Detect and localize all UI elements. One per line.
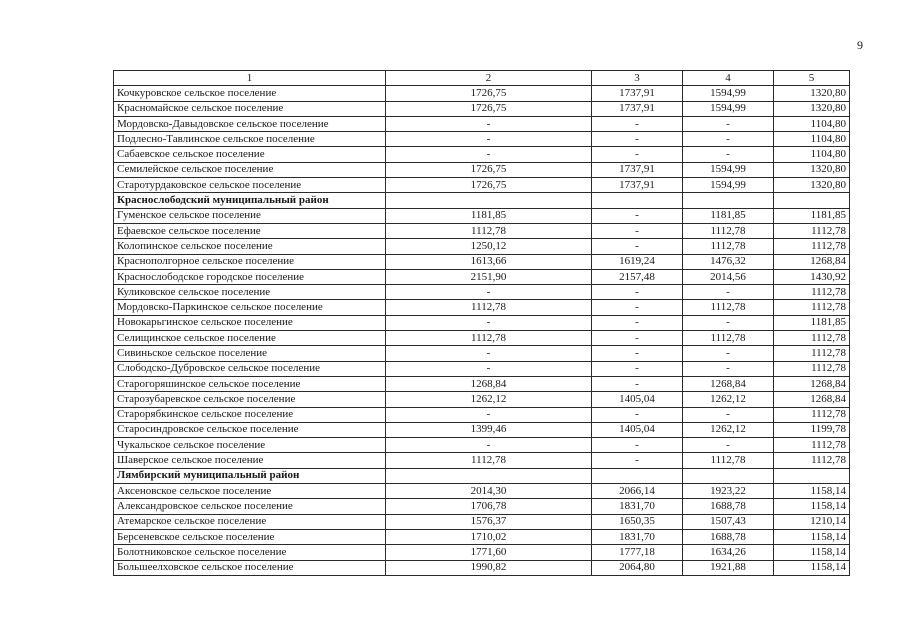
value-cell: 1268,84 (774, 254, 850, 269)
column-header: 3 (592, 71, 683, 86)
value-cell: 1112,78 (386, 223, 592, 238)
column-header: 4 (683, 71, 774, 86)
value-cell: 1990,82 (386, 560, 592, 575)
value-cell: - (683, 438, 774, 453)
value-cell: 1320,80 (774, 101, 850, 116)
value-cell: 1921,88 (683, 560, 774, 575)
table-row (114, 162, 850, 177)
table-row (114, 101, 850, 116)
table-row (114, 346, 850, 361)
value-cell: 1777,18 (592, 545, 683, 560)
value-cell: 1112,78 (774, 239, 850, 254)
value-cell: 1507,43 (683, 514, 774, 529)
district-name: Краснослободский муниципальный район (114, 193, 386, 208)
settlement-name: Мордовско-Давыдовское сельское поселение (114, 116, 386, 131)
value-cell (683, 468, 774, 483)
column-header: 5 (774, 71, 850, 86)
value-cell: - (592, 285, 683, 300)
value-cell: - (386, 315, 592, 330)
value-cell: 1268,84 (774, 392, 850, 407)
value-cell: - (683, 346, 774, 361)
settlement-name: Семилейское сельское поселение (114, 162, 386, 177)
value-cell: 1594,99 (683, 101, 774, 116)
value-cell: 2066,14 (592, 484, 683, 499)
settlement-name: Куликовское сельское поселение (114, 285, 386, 300)
value-cell: 1112,78 (683, 300, 774, 315)
table-row (114, 86, 850, 101)
value-cell: - (592, 116, 683, 131)
value-cell: 1112,78 (683, 223, 774, 238)
value-cell: - (592, 361, 683, 376)
table-row (114, 285, 850, 300)
value-cell: - (386, 407, 592, 422)
value-cell: - (592, 223, 683, 238)
value-cell: 1112,78 (774, 285, 850, 300)
value-cell: 2157,48 (592, 269, 683, 284)
value-cell: 1613,66 (386, 254, 592, 269)
table-row (114, 484, 850, 499)
settlement-name: Аксеновское сельское поселение (114, 484, 386, 499)
value-cell: - (386, 285, 592, 300)
value-cell: - (592, 331, 683, 346)
value-cell (683, 193, 774, 208)
value-cell: - (592, 300, 683, 315)
value-cell: 1112,78 (386, 331, 592, 346)
settlement-name: Колопинское сельское поселение (114, 239, 386, 254)
value-cell: 1688,78 (683, 529, 774, 544)
value-cell: 1199,78 (774, 422, 850, 437)
value-cell: 1112,78 (386, 300, 592, 315)
value-cell: 1158,14 (774, 545, 850, 560)
value-cell: 1181,85 (683, 208, 774, 223)
value-cell: 1737,91 (592, 86, 683, 101)
table-row (114, 514, 850, 529)
settlement-name: Сивиньское сельское поселение (114, 346, 386, 361)
value-cell: - (683, 315, 774, 330)
page-number: 9 (857, 38, 863, 52)
value-cell: 1104,80 (774, 116, 850, 131)
settlement-name: Старозубаревское сельское поселение (114, 392, 386, 407)
value-cell: - (386, 438, 592, 453)
table-row (114, 453, 850, 468)
settlement-name: Ефаевское сельское поселение (114, 223, 386, 238)
value-cell: - (386, 116, 592, 131)
value-cell (386, 468, 592, 483)
table-row (114, 376, 850, 391)
value-cell: 1320,80 (774, 178, 850, 193)
value-cell: 1688,78 (683, 499, 774, 514)
table-row (114, 407, 850, 422)
value-cell: 1112,78 (683, 239, 774, 254)
section-header-row (114, 193, 850, 208)
settlement-name: Атемарское сельское поселение (114, 514, 386, 529)
settlement-name: Кочкуровское сельское поселение (114, 86, 386, 101)
settlement-name: Сабаевское сельское поселение (114, 147, 386, 162)
table-row (114, 361, 850, 376)
value-cell: 2064,80 (592, 560, 683, 575)
value-cell: 1262,12 (683, 392, 774, 407)
value-cell: - (592, 453, 683, 468)
table-header-row (114, 71, 850, 86)
value-cell: 1476,32 (683, 254, 774, 269)
value-cell: 1104,80 (774, 132, 850, 147)
value-cell: 1181,85 (774, 315, 850, 330)
value-cell: 1262,12 (386, 392, 592, 407)
value-cell: - (592, 147, 683, 162)
table-row (114, 208, 850, 223)
table-row (114, 223, 850, 238)
value-cell: 1726,75 (386, 162, 592, 177)
settlement-name: Берсеневское сельское поселение (114, 529, 386, 544)
settlement-name: Болотниковское сельское поселение (114, 545, 386, 560)
value-cell: 1831,70 (592, 499, 683, 514)
section-header-row (114, 468, 850, 483)
value-cell: 1737,91 (592, 101, 683, 116)
value-cell: - (592, 208, 683, 223)
table-row (114, 116, 850, 131)
value-cell (592, 193, 683, 208)
value-cell: 1181,85 (386, 208, 592, 223)
settlement-name: Гуменское сельское поселение (114, 208, 386, 223)
value-cell: 1262,12 (683, 422, 774, 437)
value-cell: - (386, 147, 592, 162)
value-cell: - (592, 438, 683, 453)
settlement-name: Подлесно-Тавлинское сельское поселение (114, 132, 386, 147)
value-cell: 1706,78 (386, 499, 592, 514)
value-cell: 1405,04 (592, 422, 683, 437)
value-cell (386, 193, 592, 208)
value-cell: 1112,78 (774, 346, 850, 361)
settlement-name: Старогоряшинское сельское поселение (114, 376, 386, 391)
settlement-name: Селищинское сельское поселение (114, 331, 386, 346)
value-cell: 1181,85 (774, 208, 850, 223)
value-cell: 1710,02 (386, 529, 592, 544)
value-cell: - (683, 361, 774, 376)
value-cell: - (683, 147, 774, 162)
value-cell: 1112,78 (683, 453, 774, 468)
settlement-name: Краснослободское городское поселение (114, 269, 386, 284)
table-row (114, 438, 850, 453)
value-cell: 1210,14 (774, 514, 850, 529)
table-row (114, 422, 850, 437)
value-cell: 2014,56 (683, 269, 774, 284)
value-cell: - (386, 361, 592, 376)
value-cell: 1576,37 (386, 514, 592, 529)
settlement-name: Новокарьгинское сельское поселение (114, 315, 386, 330)
value-cell: 1112,78 (386, 453, 592, 468)
table-row (114, 239, 850, 254)
value-cell: 1112,78 (774, 223, 850, 238)
table-row (114, 499, 850, 514)
settlement-name: Большеелховское сельское поселение (114, 560, 386, 575)
tariff-table (113, 70, 850, 576)
value-cell: 1594,99 (683, 178, 774, 193)
table-row (114, 300, 850, 315)
settlement-name: Шаверское сельское поселение (114, 453, 386, 468)
table-row (114, 315, 850, 330)
value-cell (774, 468, 850, 483)
value-cell: 1923,22 (683, 484, 774, 499)
value-cell: 1158,14 (774, 560, 850, 575)
value-cell (592, 468, 683, 483)
table-row (114, 529, 850, 544)
settlement-name: Александровское сельское поселение (114, 499, 386, 514)
settlement-name: Слободско-Дубровское сельское поселение (114, 361, 386, 376)
value-cell: 1112,78 (683, 331, 774, 346)
value-cell: - (683, 132, 774, 147)
value-cell: 1430,92 (774, 269, 850, 284)
value-cell: 1737,91 (592, 162, 683, 177)
table-row (114, 178, 850, 193)
value-cell: 1399,46 (386, 422, 592, 437)
table-body (114, 71, 850, 576)
value-cell: 1594,99 (683, 162, 774, 177)
value-cell: 1268,84 (386, 376, 592, 391)
table-row (114, 331, 850, 346)
column-header: 2 (386, 71, 592, 86)
value-cell: - (683, 407, 774, 422)
settlement-name: Старосиндровское сельское поселение (114, 422, 386, 437)
value-cell: 1737,91 (592, 178, 683, 193)
value-cell: 1320,80 (774, 86, 850, 101)
value-cell: - (592, 239, 683, 254)
value-cell: 1104,80 (774, 147, 850, 162)
value-cell: 1726,75 (386, 178, 592, 193)
table-row (114, 147, 850, 162)
value-cell: - (592, 346, 683, 361)
table-row (114, 392, 850, 407)
value-cell: 1268,84 (774, 376, 850, 391)
value-cell (774, 193, 850, 208)
value-cell: 1771,60 (386, 545, 592, 560)
value-cell: 2014,30 (386, 484, 592, 499)
table-row (114, 560, 850, 575)
value-cell: - (592, 315, 683, 330)
settlement-name: Чукальское сельское поселение (114, 438, 386, 453)
district-name: Лямбирский муниципальный район (114, 468, 386, 483)
value-cell: 1405,04 (592, 392, 683, 407)
value-cell: - (386, 132, 592, 147)
value-cell: 1250,12 (386, 239, 592, 254)
value-cell: - (683, 116, 774, 131)
settlement-name: Мордовско-Паркинское сельское поселение (114, 300, 386, 315)
value-cell: 1158,14 (774, 529, 850, 544)
value-cell: 1158,14 (774, 499, 850, 514)
settlement-name: Краснополгорное сельское поселение (114, 254, 386, 269)
column-header: 1 (114, 71, 386, 86)
value-cell: 1112,78 (774, 407, 850, 422)
value-cell: - (683, 285, 774, 300)
value-cell: 1650,35 (592, 514, 683, 529)
value-cell: - (592, 376, 683, 391)
settlement-name: Старорябкинское сельское поселение (114, 407, 386, 422)
value-cell: 1726,75 (386, 101, 592, 116)
settlement-name: Старотурдаковское сельское поселение (114, 178, 386, 193)
value-cell: 1594,99 (683, 86, 774, 101)
value-cell: - (386, 346, 592, 361)
value-cell: 1112,78 (774, 361, 850, 376)
value-cell: 1268,84 (683, 376, 774, 391)
value-cell: - (592, 407, 683, 422)
value-cell: 1112,78 (774, 300, 850, 315)
value-cell: 1158,14 (774, 484, 850, 499)
table-row (114, 545, 850, 560)
table-row (114, 132, 850, 147)
value-cell: 1831,70 (592, 529, 683, 544)
value-cell: - (592, 132, 683, 147)
value-cell: 1112,78 (774, 453, 850, 468)
settlement-name: Красномайское сельское поселение (114, 101, 386, 116)
value-cell: 1112,78 (774, 438, 850, 453)
value-cell: 1634,26 (683, 545, 774, 560)
value-cell: 1320,80 (774, 162, 850, 177)
value-cell: 1726,75 (386, 86, 592, 101)
table-row (114, 269, 850, 284)
value-cell: 2151,90 (386, 269, 592, 284)
table-row (114, 254, 850, 269)
value-cell: 1112,78 (774, 331, 850, 346)
value-cell: 1619,24 (592, 254, 683, 269)
